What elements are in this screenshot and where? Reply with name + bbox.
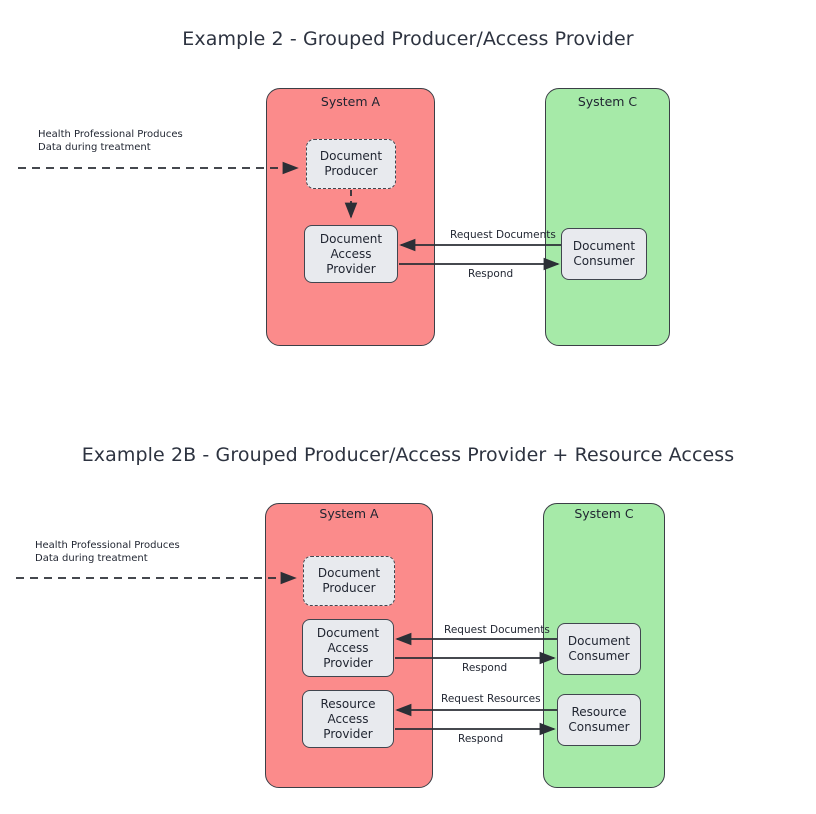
- diagram-2-resource-access-provider-label: Resource Access Provider: [320, 696, 376, 741]
- diagram-1-system-c-container: [545, 88, 670, 346]
- diagram-2-document-consumer-node[interactable]: [557, 623, 641, 675]
- diagram-1-system-c-label: System C: [577, 94, 638, 109]
- diagram-2-request-documents-label: Request Documents: [444, 624, 550, 636]
- diagram-2-resource-consumer-label: Resource Consumer: [568, 705, 630, 734]
- diagram-2-document-access-provider-label: Document Access Provider: [316, 625, 380, 670]
- diagram-1-document-producer-label: Document Producer: [319, 149, 383, 178]
- diagram-1-document-access-provider-node[interactable]: [304, 225, 398, 283]
- diagram-2-request-resources-label: Request Resources: [441, 693, 541, 705]
- diagram-2-resource-access-provider-node[interactable]: [302, 690, 394, 748]
- diagram-1-request-documents-label: Request Documents: [450, 229, 556, 241]
- diagram-2-title: Example 2B - Grouped Producer/Access Provider + Resource Access: [81, 444, 735, 466]
- diagram-1-title: Example 2 - Grouped Producer/Access Provider: [182, 28, 634, 50]
- diagram-2-document-producer-node[interactable]: [303, 556, 395, 606]
- diagram-1-external-actor-label: Health Professional Produces Data during treatment: [38, 129, 183, 153]
- diagram-1-system-a-label: System A: [320, 94, 381, 109]
- diagram-1-document-producer-node[interactable]: [306, 139, 396, 189]
- diagram-2-resource-consumer-node[interactable]: [557, 694, 641, 746]
- diagram-2-external-actor-label: Health Professional Produces Data during treatment: [35, 540, 180, 564]
- diagram-2-document-producer-label: Document Producer: [317, 566, 381, 595]
- diagram-2-system-c-label: System C: [574, 506, 634, 521]
- diagram-1-document-consumer-node[interactable]: [561, 228, 647, 280]
- diagram-1-document-access-provider-label: Document Access Provider: [319, 231, 383, 276]
- diagram-1-system-a-container: [266, 88, 435, 346]
- diagram-1-respond-label: Respond: [468, 268, 514, 280]
- diagram-2-respond-documents-label: Respond: [462, 662, 508, 674]
- diagram-2-document-access-provider-node[interactable]: [302, 619, 394, 677]
- diagram-1-document-consumer-label: Document Consumer: [572, 239, 636, 268]
- diagram-2-respond-resources-label: Respond: [458, 733, 504, 745]
- diagram-2-document-consumer-label: Document Consumer: [567, 634, 631, 663]
- diagram-2-system-a-label: System A: [319, 506, 379, 521]
